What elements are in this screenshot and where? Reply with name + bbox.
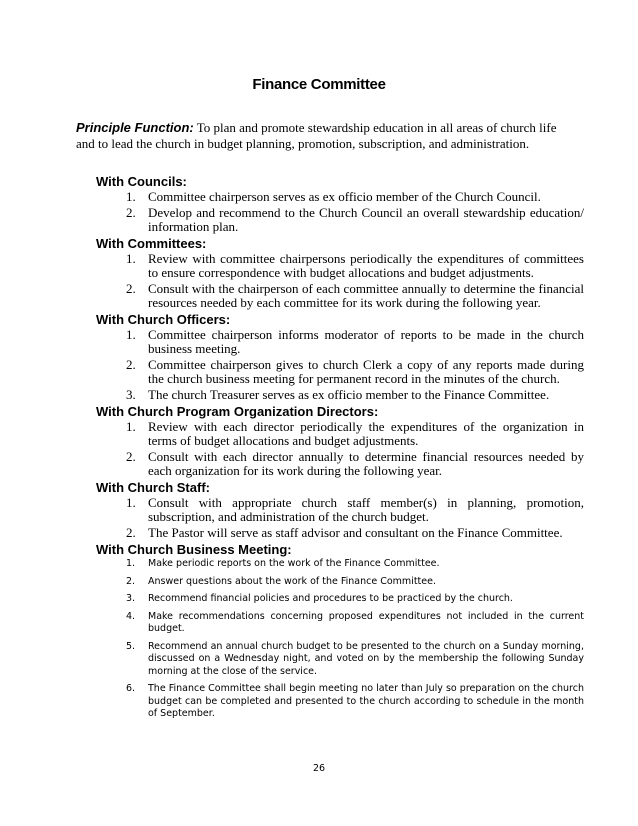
section-item-list <box>96 558 584 721</box>
section-heading: With Church Business Meeting: <box>96 542 292 557</box>
list-item-text: Consult with the chairperson of each committee annually to determine the financial resources needed by each committee for its work during the following year. <box>148 281 584 310</box>
list-item <box>96 450 584 478</box>
list-item <box>96 558 584 571</box>
list-item <box>96 190 584 204</box>
principle-function-paragraph <box>76 120 562 152</box>
section-heading: With Church Staff: <box>96 480 210 495</box>
list-item <box>96 328 584 356</box>
list-item-text: Committee chairperson serves as ex officio member of the Church Council. <box>148 189 541 204</box>
list-item-text: Consult with appropriate church staff member(s) in planning, promotion, subscription, and administration of the church budget. <box>148 495 584 524</box>
page-number: 26 <box>312 763 326 774</box>
list-item-text: Committee chairperson informs moderator of reports to be made in the church business meeting. <box>148 327 584 356</box>
list-item-text: Review with each director periodically the expenditures of the organization in terms of budget allocations and budget adjustments. <box>148 419 584 448</box>
list-item-number: 2. <box>126 575 136 587</box>
list-item-number: 1. <box>126 495 136 510</box>
list-item-number: 2. <box>126 205 136 220</box>
list-item <box>96 496 584 524</box>
list-item <box>96 611 584 636</box>
list-item-text: Consult with each director annually to determine financial resources needed by each organization for its work during the following year. <box>148 449 584 478</box>
list-item-number: 2. <box>126 357 136 372</box>
list-item-text: The Pastor will serve as staff advisor and consultant on the Finance Committee. <box>148 525 563 540</box>
list-item-number: 1. <box>126 189 136 204</box>
section-item-list <box>96 420 584 478</box>
list-item <box>96 206 584 234</box>
list-item <box>96 526 584 540</box>
principle-function-label: Principle Function: <box>76 120 194 135</box>
list-item <box>96 683 584 721</box>
list-item <box>96 252 584 280</box>
section-item-list <box>96 496 584 540</box>
section-item-list <box>96 190 584 234</box>
list-item-text: Recommend financial policies and procedures to be practiced by the church. <box>148 593 513 604</box>
list-item <box>96 576 584 589</box>
list-item-text: Develop and recommend to the Church Council an overall stewardship education/ information plan. <box>148 205 584 234</box>
list-item <box>96 358 584 386</box>
list-item <box>96 420 584 448</box>
list-item-text: The Finance Committee shall begin meeting no later than July so preparation on the church budget can be completed and presented to the church according to schedule in the month of September. <box>148 683 584 719</box>
list-item <box>96 388 584 402</box>
list-item-number: 6. <box>126 683 136 694</box>
section-item-list <box>96 252 584 310</box>
section-heading: With Committees: <box>96 236 207 251</box>
principle-function-text: To plan and promote stewardship education in all areas of church life and to lead the church in budget planning, promotion, subscription, and administration. <box>76 120 557 151</box>
list-item-text: Make periodic reports on the work of the Finance Committee. <box>148 558 440 569</box>
list-item-text: Review with committee chairpersons periodically the expenditures of committees to ensure correspondence with budget allocations and budget adjustments. <box>148 251 584 280</box>
list-item-number: 4. <box>126 610 136 622</box>
list-item-number: 5. <box>126 640 136 652</box>
list-item-number: 3. <box>126 593 136 604</box>
list-item <box>96 282 584 310</box>
list-item-text: The church Treasurer serves as ex officio member to the Finance Committee. <box>148 387 550 402</box>
list-item-text: Committee chairperson gives to church Clerk a copy of any reports made during the church business meeting for permanent record in the minutes of the church. <box>148 357 584 386</box>
list-item-text: Make recommendations concerning proposed expenditures not included in the current budget. <box>148 610 584 634</box>
section-heading: With Church Officers: <box>96 312 231 327</box>
list-item-text: Answer questions about the work of the Finance Committee. <box>148 575 436 587</box>
list-item-text: Recommend an annual church budget to be presented to the church on a Sunday morning, discussed on a Wednesday night, and voted on by the membership the following Sunday morning at the close of the service. <box>148 640 584 677</box>
list-item-number: 1. <box>126 327 136 342</box>
list-item-number: 1. <box>126 251 136 266</box>
list-item <box>96 641 584 679</box>
list-item <box>96 593 584 606</box>
section-heading: With Councils: <box>96 174 187 189</box>
list-item-number: 2. <box>126 281 136 296</box>
list-item-number: 1. <box>126 558 136 569</box>
list-item-number: 2. <box>126 525 136 540</box>
list-item-number: 3. <box>126 387 136 402</box>
list-item-number: 1. <box>126 419 136 434</box>
list-item-number: 2. <box>126 449 136 464</box>
section-heading: With Church Program Organization Directors: <box>96 404 379 419</box>
page-title: Finance Committee <box>252 76 386 93</box>
relationship-sections <box>96 174 584 726</box>
section-item-list <box>96 328 584 402</box>
